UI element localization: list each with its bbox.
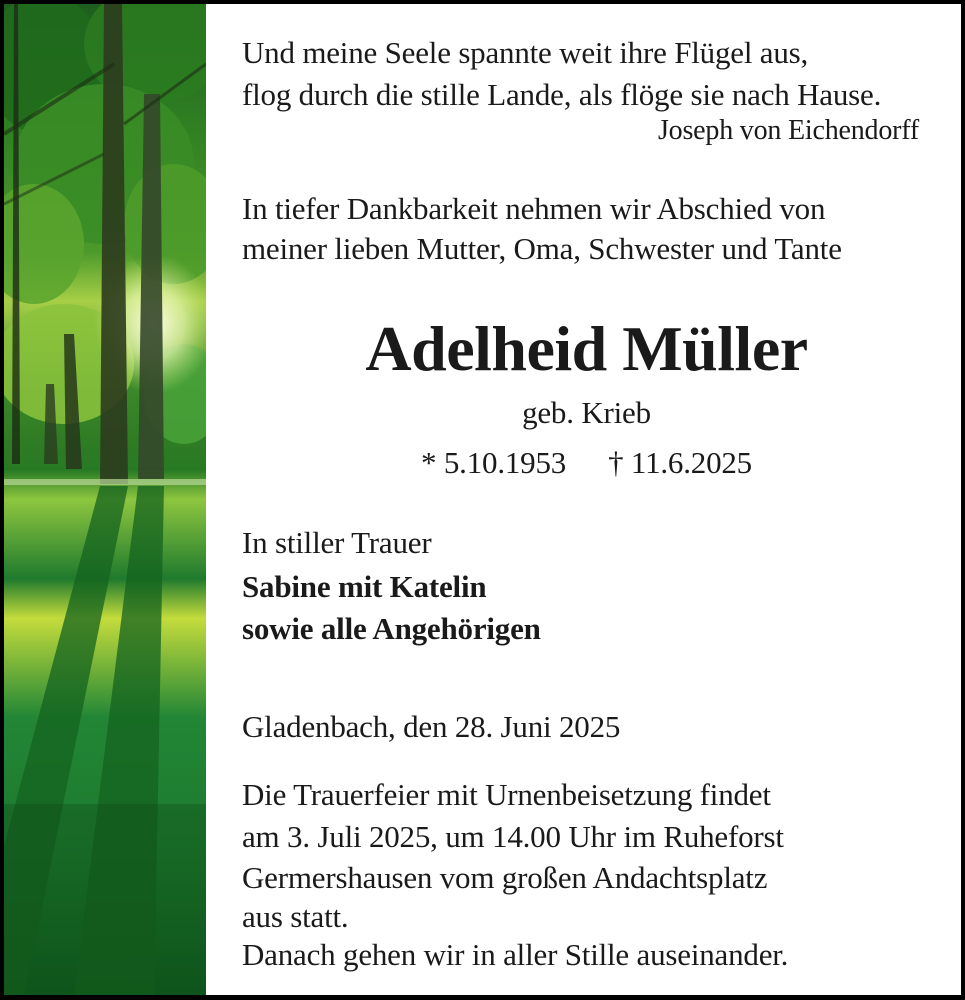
death-date: † 11.6.2025 bbox=[608, 445, 752, 480]
birth-date: * 5.10.1953 bbox=[421, 445, 567, 480]
ceremony-line-5: Danach gehen wir in aller Stille auseinander. bbox=[242, 937, 789, 972]
park-trees-photo bbox=[4, 4, 206, 995]
intro-line-2: meiner lieben Mutter, Oma, Schwester und Tante bbox=[242, 231, 842, 266]
place-and-date: Gladenbach, den 28. Juni 2025 bbox=[242, 709, 621, 744]
life-dates bbox=[242, 444, 931, 482]
maiden-name: geb. Krieb bbox=[522, 395, 651, 430]
intro-line-1: In tiefer Dankbarkeit nehmen wir Abschied von bbox=[242, 191, 826, 226]
ceremony-line-3: Germershausen vom großen Andachtsplatz bbox=[242, 860, 768, 895]
mourner-name-2: sowie alle Angehörigen bbox=[242, 611, 541, 646]
mourners-heading: In stiller Trauer bbox=[242, 525, 432, 560]
poem-line-2: flog durch die stille Lande, als flöge sie nach Hause. bbox=[242, 77, 882, 112]
poem-line-1: Und meine Seele spannte weit ihre Flügel aus, bbox=[242, 35, 809, 70]
trees-illustration bbox=[4, 4, 206, 995]
ceremony-line-2: am 3. Juli 2025, um 14.00 Uhr im Ruheforst bbox=[242, 819, 784, 854]
deceased-name: Adelheid Müller bbox=[365, 313, 808, 384]
poem-author: Joseph von Eichendorff bbox=[657, 115, 919, 146]
ceremony-line-4: aus statt. bbox=[242, 899, 349, 934]
mourner-name-1: Sabine mit Katelin bbox=[242, 569, 487, 604]
notice-text-area bbox=[242, 4, 941, 995]
ceremony-line-1: Die Trauerfeier mit Urnenbeisetzung findet bbox=[242, 777, 771, 812]
